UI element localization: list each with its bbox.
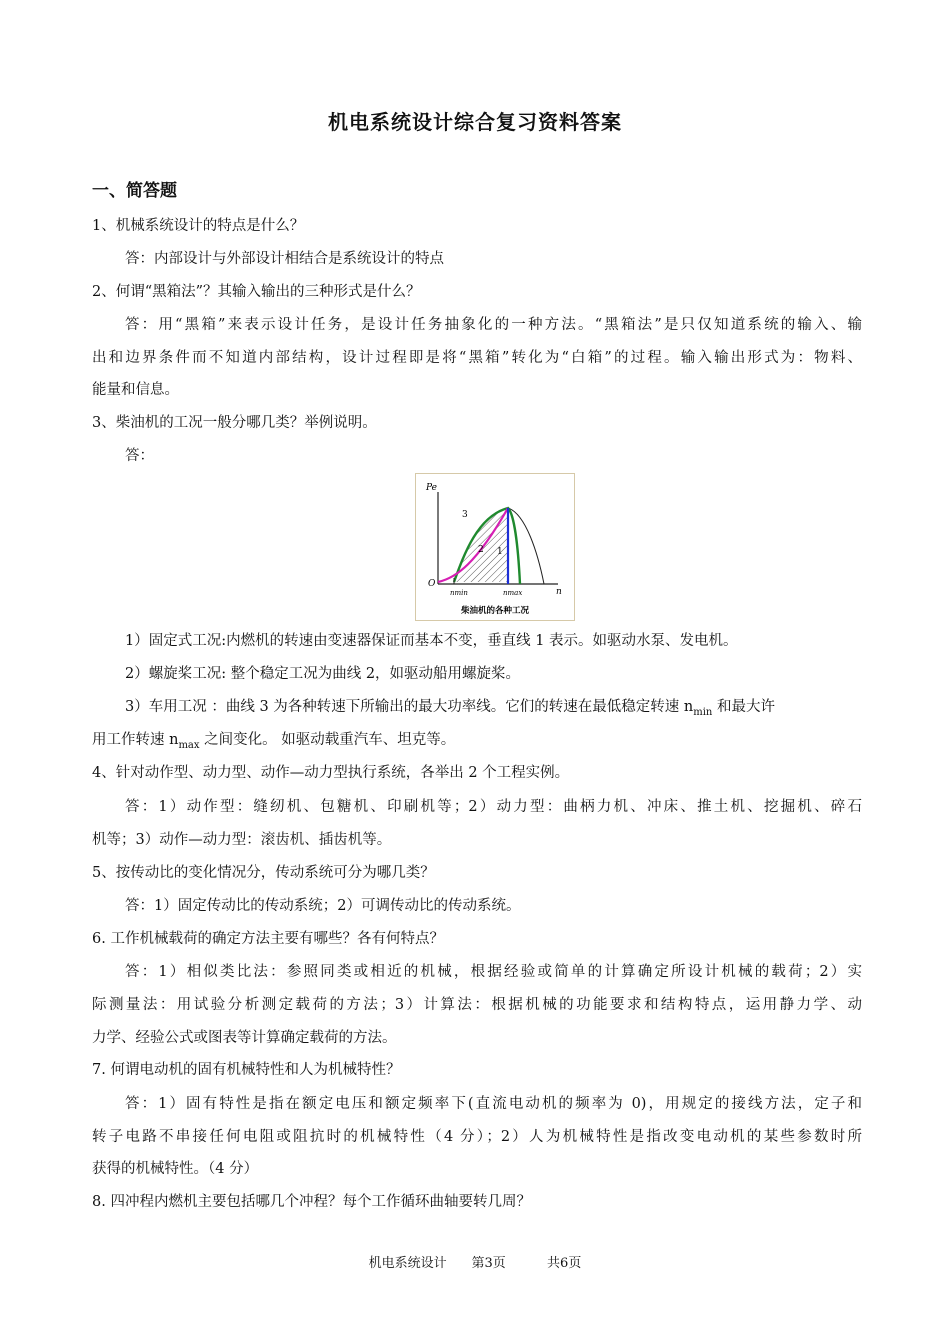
line-1-label: 1 xyxy=(497,547,503,557)
answer-6-line-2: 际测量法：用试验分析测定载荷的方法；3）计算法：根据机械的功能要求和结构特点，运用静力学、动 xyxy=(92,997,862,1013)
nmax-label: nmax xyxy=(503,589,523,597)
answer-6-line-3: 力学、经验公式或图表等计算确定载荷的方法。 xyxy=(92,1030,397,1046)
question-6: 6. 工作机械载荷的确定方法主要有哪些？各有何特点？ xyxy=(92,931,444,947)
y-axis-label: Pe xyxy=(426,483,437,493)
nmax-subscript: max xyxy=(178,740,200,751)
answer-7-line-2: 转子电路不串接任何电阻或阻抗时的机械特性（4 分）；2）人为机械特性是指改变电动机的某些参数时所 xyxy=(92,1129,862,1145)
origin-label: O xyxy=(428,579,436,589)
question-5: 5、按传动比的变化情况分，传动系统可分为哪几类？ xyxy=(92,865,435,881)
answer-3-item-3-cont xyxy=(92,730,862,756)
answer-7-line-3: 获得的机械特性。（4 分） xyxy=(92,1161,259,1177)
diesel-conditions-figure xyxy=(415,473,575,621)
answer-3-cont-tail: 之间变化。 如驱动载重汽车、坦克等。 xyxy=(199,732,456,748)
question-2: 2、何谓“黑箱法”？其输入输出的三种形式是什么？ xyxy=(92,284,421,300)
answer-1: 答：内部设计与外部设计相结合是系统设计的特点 xyxy=(125,251,444,267)
figure-caption: 柴油机的各种工况 xyxy=(460,606,530,616)
answer-3-item-3 xyxy=(125,697,862,723)
page-footer: 机电系统设计 第3页 共6页 xyxy=(368,1256,582,1271)
answer-2-line-2: 出和边界条件而不知道内部结构，设计过程即是将“黑箱”转化为“白箱”的过程。输入输出形式为：物料、 xyxy=(92,350,862,366)
answer-5: 答：1）固定传动比的传动系统；2）可调传动比的传动系统。 xyxy=(125,898,521,914)
curve-3-label: 3 xyxy=(462,510,468,520)
answer-6-line-1: 答：1）相似类比法：参照同类或相近的机械，根据经验或简单的计算确定所设计机械的载荷；2）实 xyxy=(125,964,862,980)
nmin-subscript: min xyxy=(693,707,713,718)
answer-4-line-2: 机等；3）动作—动力型：滚齿机、插齿机等。 xyxy=(92,832,392,848)
figure-chart xyxy=(416,474,573,619)
answer-7-line-1: 答：1）固有特性是指在额定电压和额定频率下(直流电动机的频率为 0)，用规定的接线方法，定子和 xyxy=(125,1096,862,1112)
answer-3-item-2: 2）螺旋桨工况: 整个稳定工况为曲线 2，如驱动船用螺旋桨。 xyxy=(125,666,521,682)
answer-3-item-3-tail: 和最大许 xyxy=(712,699,775,715)
nmin-label: nmin xyxy=(450,589,468,597)
question-7: 7. 何谓电动机的固有机械特性和人为机械特性？ xyxy=(92,1062,401,1078)
answer-4-line-1: 答：1）动作型：缝纫机、包糖机、印刷机等；2）动力型：曲柄力机、冲床、推土机、挖掘机、碎石 xyxy=(125,799,862,815)
page-title: 机电系统设计综合复习资料答案 xyxy=(328,110,622,134)
answer-2-line-1: 答：用“黑箱”来表示设计任务，是设计任务抽象化的一种方法。“黑箱法”是只仅知道系统的输入、输 xyxy=(125,317,862,333)
question-1: 1、机械系统设计的特点是什么？ xyxy=(92,218,305,234)
section-heading: 一、简答题 xyxy=(92,181,177,201)
question-3: 3、柴油机的工况一般分哪几类？举例说明。 xyxy=(92,415,377,431)
answer-3-item-3-text: 3）车用工况 ：曲线 3 为各种转速下所输出的最大功率线。它们的转速在最低稳定转速 n xyxy=(125,699,694,715)
curve-2-label: 2 xyxy=(478,545,484,555)
answer-3-cont-text: 用工作转速 n xyxy=(92,732,179,748)
answer-3-item-1: 1）固定式工况:内燃机的转速由变速器保证而基本不变，垂直线 1 表示。如驱动水泵、发电机。 xyxy=(125,633,738,649)
question-4: 4、针对动作型、动力型、动作—动力型执行系统，各举出 2 个工程实例。 xyxy=(92,765,570,781)
question-8: 8. 四冲程内燃机主要包括哪几个冲程？每个工作循环曲轴要转几周？ xyxy=(92,1194,531,1210)
answer-2-line-3: 能量和信息。 xyxy=(92,382,179,398)
x-axis-label: n xyxy=(556,587,562,597)
answer-3-label: 答： xyxy=(125,448,154,464)
